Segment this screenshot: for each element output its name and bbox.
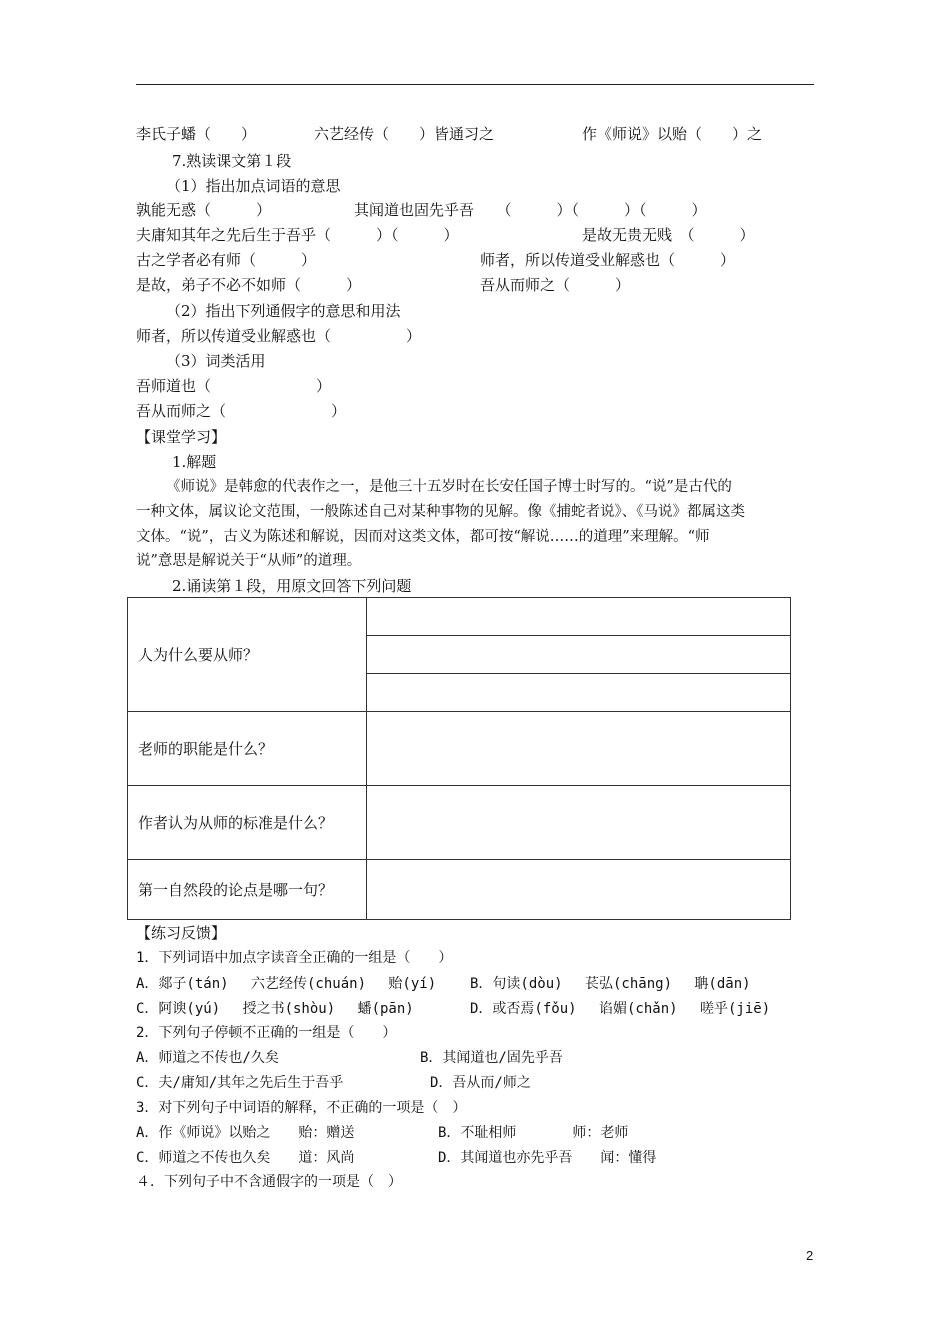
practice-question: 3．对下列句子中词语的解释，不正确的一项是（ ） [136,1100,467,1116]
qa-table [127,597,791,920]
answer-cell[interactable] [367,674,791,712]
question-7-3: （3）词类活用 [166,352,266,370]
answer-cell[interactable] [367,598,791,636]
line-zuo-shi-shuo: 作《师说》以贻（ ）之 [582,125,763,143]
option-a: A．师道之不传也/久矣 [136,1050,279,1066]
line-liu-yi-jing-zhuan: 六艺经传（ ）皆通习之 [314,125,495,143]
exercise-item: 是故，弟子不必不如师（ ） [136,276,362,294]
subsection-title: 1.解题 [172,453,217,471]
option-d: D．或否焉(fǒu) 谄媚(chǎn) 嗟乎(jiē) [470,1001,771,1017]
option-b: B．句读(dòu) 苌弘(chāng) 聃(dān) [470,976,751,992]
exercise-item: 师者，所以传道受业解惑也（ ） [480,251,736,269]
practice-question: 1．下列词语中加点字读音全正确的一组是（ ） [136,950,453,966]
exercise-item: 吾从而师之（ ） [136,402,347,420]
option-c: C．夫/庸知/其年之先后生于吾乎 [136,1075,344,1091]
exercise-item: 师者，所以传道受业解惑也（ ） [136,327,422,345]
subsection-title: 2.诵读第１段，用原文回答下列问题 [172,577,412,595]
table-question-cell: 老师的职能是什么？ [128,712,367,786]
question-7-2: （2）指出下列通假字的意思和用法 [166,302,401,320]
paragraph-line: 一种文体，属议论文范围，一般陈述自己对某种事物的见解。像《捕蛇者说》、《马说》都属这类 [136,504,745,520]
section-heading-class: 【课堂学习】 [136,428,227,446]
answer-cell[interactable] [367,712,791,786]
option-a: A．作《师说》以贻之 贻：赠送 [136,1125,355,1141]
option-b: B．不耻相师 师：老师 [438,1125,629,1141]
option-b: B．其闻道也/固先乎吾 [420,1050,563,1066]
section-heading-practice: 【练习反馈】 [136,924,227,942]
exercise-item: 是故无贵无贱 （ ） [582,226,755,244]
exercise-item: 吾师道也（ ） [136,377,332,395]
question-7-1: （1）指出加点词语的意思 [166,177,341,195]
option-d: D．吾从而/师之 [430,1075,531,1091]
paragraph-line: 《师说》是韩愈的代表作之一，是他三十五岁时在长安任国子博士时写的。“说”是古代的 [166,479,732,495]
table-question-cell: 人为什么要从师？ [128,598,367,712]
line-li-shi-zi-pan: 李氏子蟠（ ） [136,125,257,143]
exercise-item: 吾从而师之（ ） [480,276,631,294]
answer-cell[interactable] [367,636,791,674]
paragraph-line: 说”意思是解说关于“从师”的道理。 [136,553,362,569]
answer-cell[interactable] [367,786,791,860]
table-question-cell: 作者认为从师的标准是什么？ [128,786,367,860]
page-number: 2 [806,1248,814,1263]
option-d: D．其闻道也亦先乎吾 闻：懂得 [438,1150,657,1166]
answer-cell[interactable] [367,860,791,920]
exercise-item: 孰能无惑（ ） [136,201,272,219]
option-c: C．师道之不传也久矣 道：风尚 [136,1150,355,1166]
header-rule [136,84,814,85]
question-7: 7.熟读课文第１段 [172,152,292,170]
exercise-item: 夫庸知其年之先后生于吾乎（ ）（ ） [136,226,459,244]
table-question-cell: 第一自然段的论点是哪一句？ [128,860,367,920]
exercise-item: 古之学者必有师（ ） [136,251,317,269]
practice-question: ４．下列句子中不含通假字的一项是（ ） [136,1174,402,1190]
paragraph-line: 文体。“说”，古义为陈述和解说，因而对这类文体，都可按“解说……的道理”来理解。“师 [136,529,710,545]
option-a: A．郯子(tán) 六艺经传(chuán) 贻(yí) [136,976,437,992]
option-c: C．阿谀(yú) 授之书(shòu) 蟠(pān) [136,1001,414,1017]
practice-question: 2．下列句子停顿不正确的一组是（ ） [136,1025,397,1041]
exercise-item: 其闻道也固先乎吾 （ ）（ ）（ ） [354,201,707,219]
